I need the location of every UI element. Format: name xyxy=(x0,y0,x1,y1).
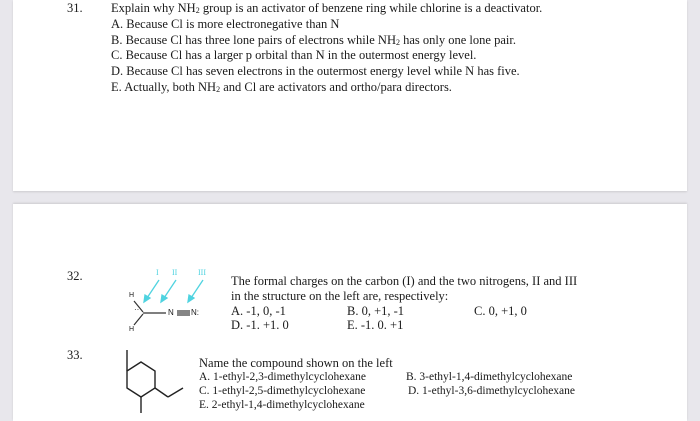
cyclohexane-structure xyxy=(113,344,193,418)
question-32-option-d: D. -1. +1. 0 xyxy=(231,318,289,332)
question-32-option-e: E. -1. 0. +1 xyxy=(347,318,404,332)
question-33-option-b: B. 3-ethyl-1,4-dimethylcyclohexane xyxy=(406,371,573,383)
question-33-option-a: A. 1-ethyl-2,3-dimethylcyclohexane xyxy=(199,371,367,383)
question-33-option-c: C. 1-ethyl-2,5-dimethylcyclohexane xyxy=(199,385,366,397)
question-31-text xyxy=(111,1,542,96)
question-32-number: 32. xyxy=(67,269,83,283)
label-ii: II xyxy=(172,268,178,277)
question-32-option-c: C. 0, +1, 0 xyxy=(474,304,527,318)
question-31-option-d: D. Because Cl has seven electrons in the outermost energy level while N has five. xyxy=(111,64,520,79)
label-iii: III xyxy=(198,268,206,277)
document-page-1 xyxy=(13,0,687,191)
carbon-lone-pair: ·· xyxy=(134,305,140,314)
atom-n1: N xyxy=(168,308,174,317)
question-33-option-d: D. 1-ethyl-3,6-dimethylcyclohexane xyxy=(408,385,576,397)
question-33-number: 33. xyxy=(67,348,83,362)
document-page-2 xyxy=(13,204,687,421)
skeletal-formula xyxy=(113,344,193,418)
question-31-stem: Explain why $NH_2$ group is an activator of benzene ring while chlorine is a deactivator. xyxy=(111,1,543,15)
label-i: I xyxy=(156,268,159,277)
question-33-option-e: E. 2-ethyl-1,4-dimethylcyclohexane xyxy=(199,399,365,411)
question-31-option-e: E. Actually, both $NH_2$ and Cl are activators and ortho/para directors. xyxy=(111,79,452,94)
question-32-option-a: A. -1, 0, -1 xyxy=(231,304,286,318)
question-31-option-a: A. Because Cl is more electronegative than N xyxy=(111,16,340,31)
atom-n2: N: xyxy=(191,308,199,317)
diazomethane-structure xyxy=(113,268,223,348)
question-31-number: 31. xyxy=(67,1,83,15)
question-31-option-b: B. Because Cl has three lone pairs of electrons while $NH_2$ has only one lone pair. xyxy=(111,32,516,47)
question-32-option-b: B. 0, +1, -1 xyxy=(347,304,405,318)
atom-h-top: H xyxy=(129,292,135,299)
question-33-stem: Name the compound shown on the left xyxy=(199,356,393,370)
question-31-option-c: C. Because Cl has a larger p orbital than N in the outermost energy level. xyxy=(111,48,477,63)
question-32-stem: The formal charges on the carbon (I) and the two nitrogens, II and III in the structure on the left are, respectively: xyxy=(231,274,578,303)
atom-h-bottom: H xyxy=(129,326,135,333)
